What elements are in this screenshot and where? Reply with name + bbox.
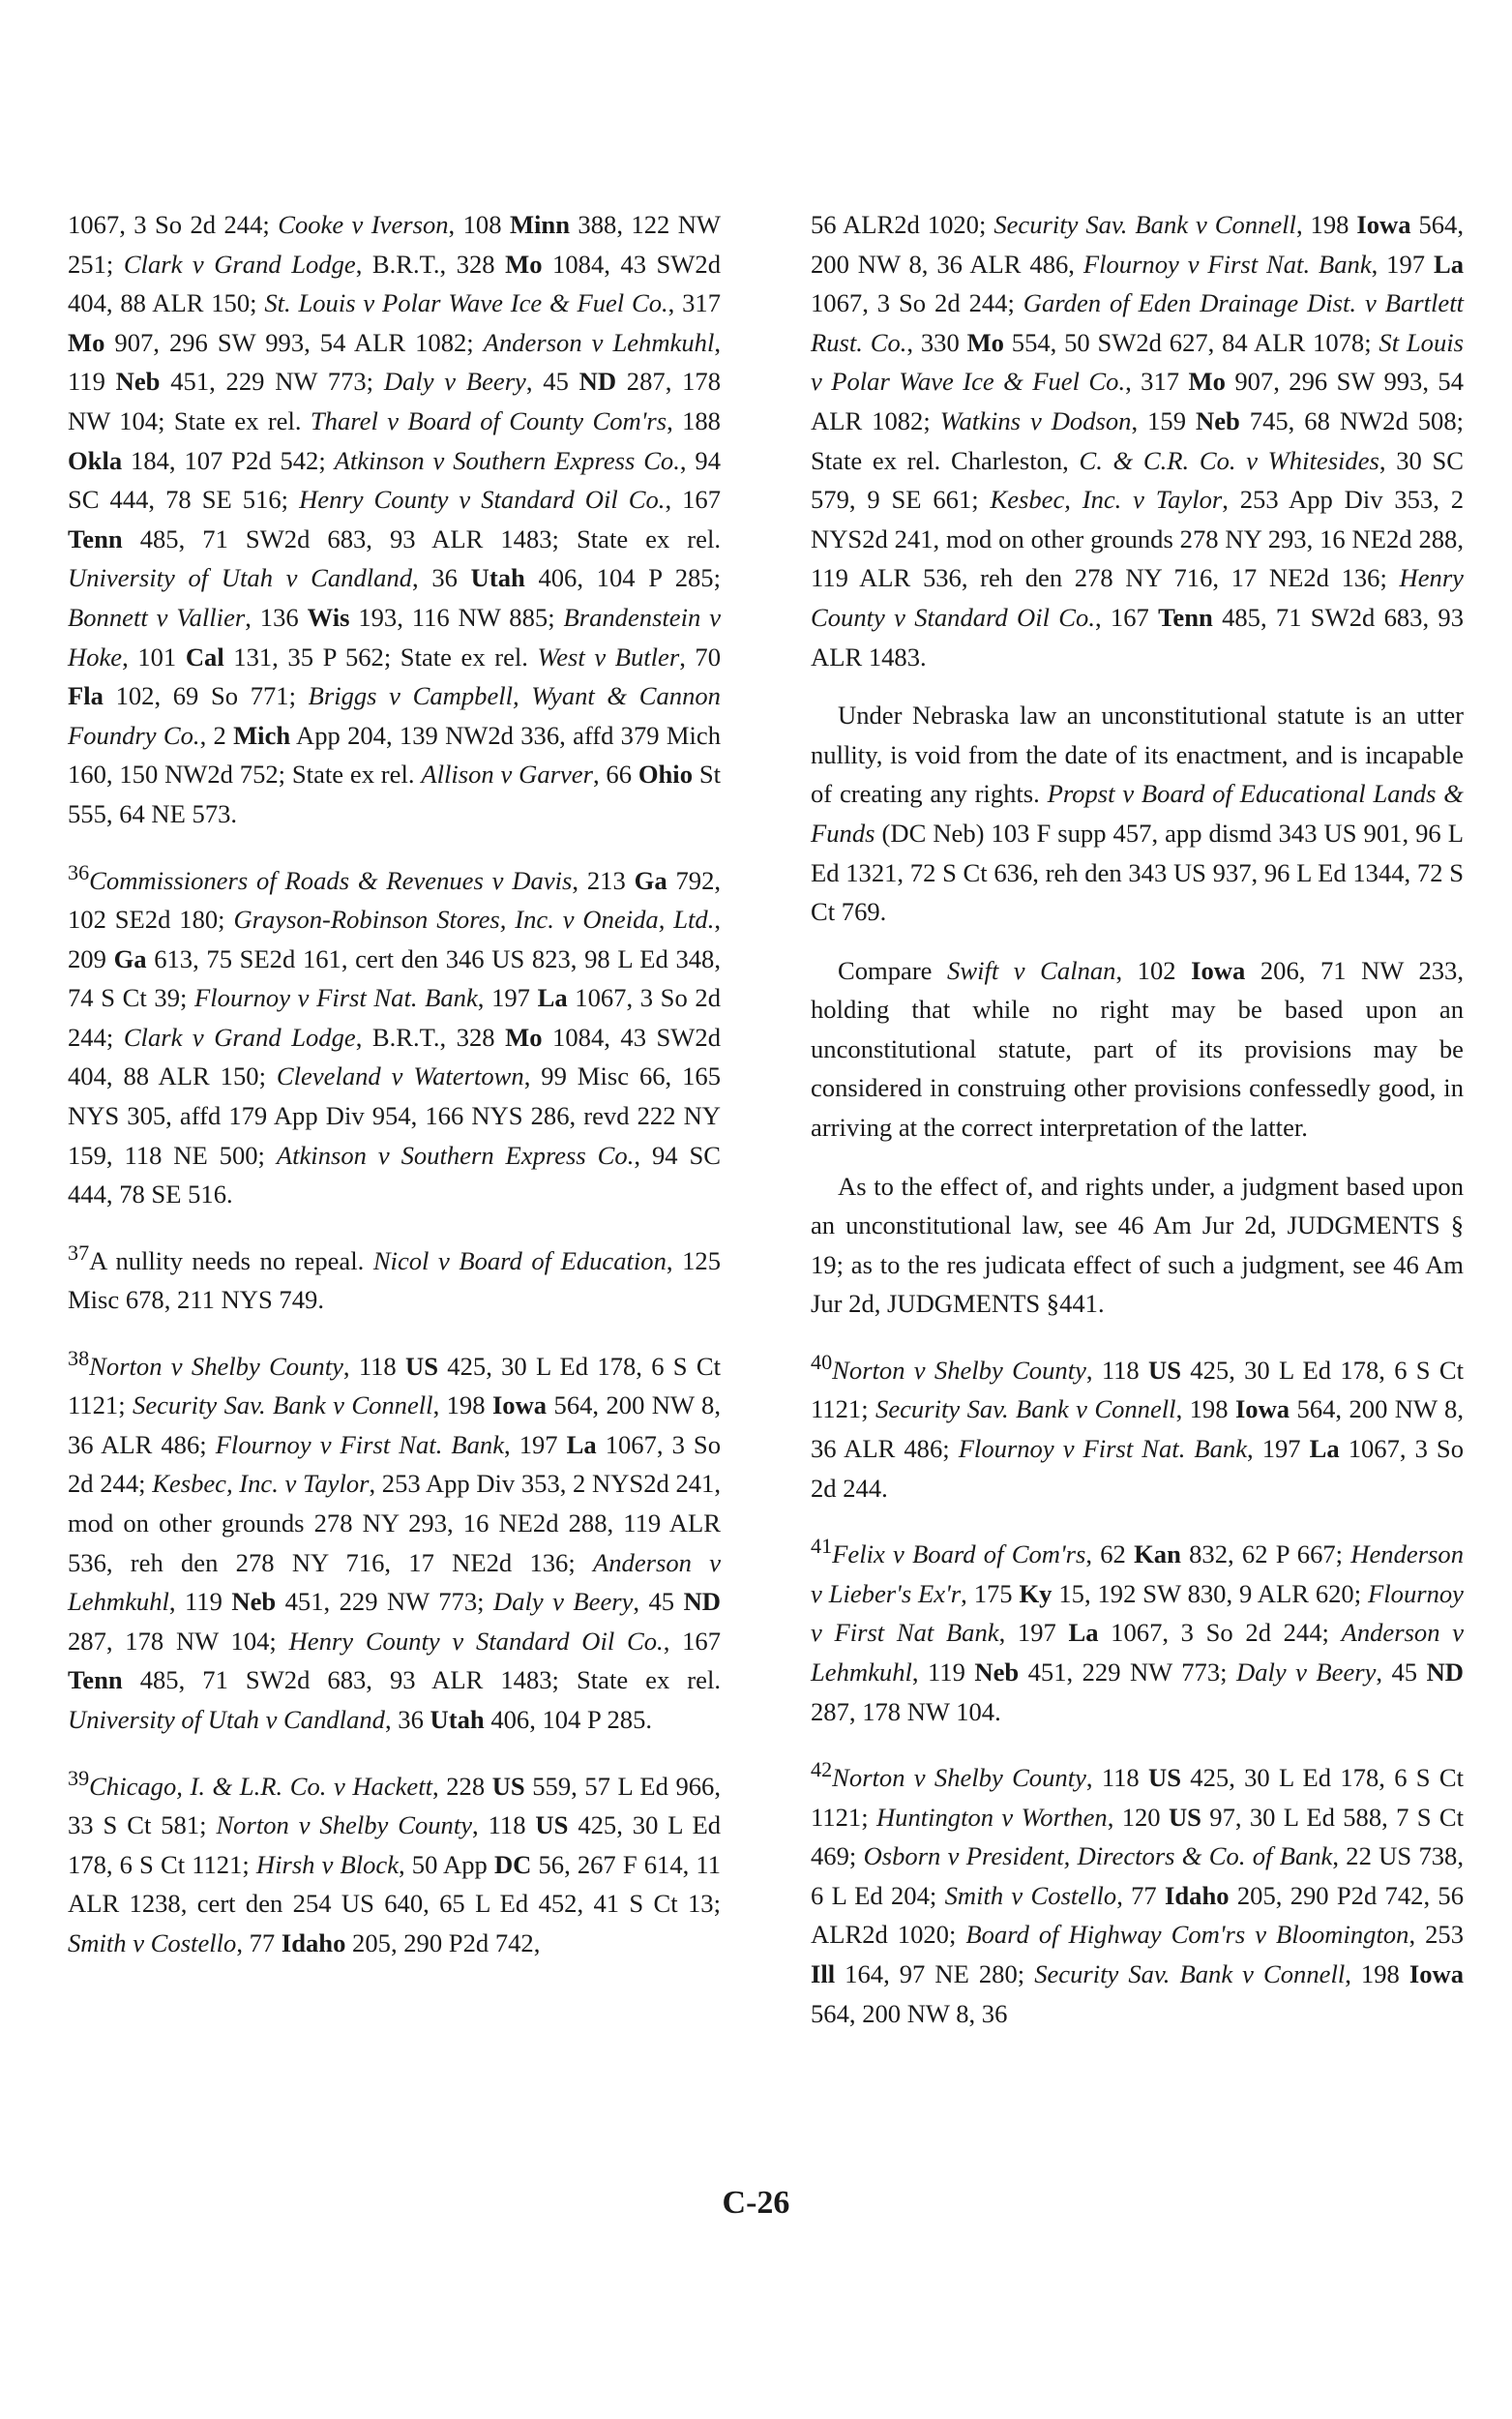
footnote-36: $^{36}$Commissioners of Roads & Revenues v Davis, 213 Ga 792, 102 SE2d 180; Grayson-Robinson Stores, Inc. v Oneida, Ltd., 209 Ga 613, 75 SE2d 161, cert den 346 US 823, 98 L Ed 348, 74 S Ct 39; Flournoy v First Nat. Bank, 197 La 1067, 3 So 2d 244; Clark v Grand Lodge, B.R.T., 328 Mo 1084, 43 SW2d 404, 88 ALR 150; Cleveland v Watertown, 99 Misc 66, 165 NYS 305, affd 179 App Div 954, 166 NYS 286, revd 222 NY 159, 118 NE 500; Atkinson v Southern Express Co., 94 SC 444, 78 SE 516. — [68, 859, 722, 1210]
compare-paragraph: Compare Swift v Calnan, 102 Iowa 206, 71 NW 233, holding that while no right may be based upon an unconstitutional statute, part of its provisions may be considered in construing other provisions confessedly good, in arriving at the correct interpretation of the latter. — [811, 955, 1465, 1143]
footnote-40: $^{40}$Norton v Shelby County, 118 US 425, 30 L Ed 178, 6 S Ct 1121; Security Sav. Bank v Connell, 198 Iowa 564, 200 NW 8, 36 ALR 486; Flournoy v First Nat. Bank, 197 La 1067, 3 So 2d 244. — [811, 1350, 1464, 1503]
footnote-42: $^{42}$Norton v Shelby County, 118 US 425, 30 L Ed 178, 6 S Ct 1121; Huntington v Worthen, 120 US 97, 30 L Ed 588, 7 S Ct 469; Osborn v President, Directors & Co. of Bank, 22 US 738, 6 L Ed 204; Smith v Costello, 77 Idaho 205, 290 P2d 742, 56 ALR2d 1020; Board of Highway Com'rs v Bloomington, 253 Ill 164, 97 NE 280; Security Sav. Bank v Connell, 198 Iowa 564, 200 NW 8, 36 — [811, 1757, 1465, 2028]
footnote-38: $^{38}$Norton v Shelby County, 118 US 425, 30 L Ed 178, 6 S Ct 1121; Security Sav. Bank v Connell, 198 Iowa 564, 200 NW 8, 36 ALR 486; Flournoy v First Nat. Bank, 197 La 1067, 3 So 2d 244; Kesbec, Inc. v Taylor, 253 App Div 353, 2 NYS2d 241, mod on other grounds 278 NY 293, 16 NE2d 288, 119 ALR 536, reh den 278 NY 716, 17 NE2d 136; Anderson v Lehmkuhl, 119 Neb 451, 229 NW 773; Daly v Beery, 45 ND 287, 178 NW 104; Henry County v Standard Oil Co., 167 Tenn 485, 71 SW2d 683, 93 ALR 1483; State ex rel. University of Utah v Candland, 36 Utah 406, 104 P 285. — [68, 1345, 721, 1734]
footnote-37: $^{37}$A nullity needs no repeal. Nicol v Board of Education, 125 Misc 678, 211 NYS 749. — [68, 1239, 721, 1315]
footnote-41: $^{41}$Felix v Board of Com'rs, 62 Kan 832, 62 P 667; Henderson v Lieber's Ex'r, 175 Ky 15, 192 SW 830, 9 ALR 620; Flournoy v First Nat Bank, 197 La 1067, 3 So 2d 244; Anderson v Lehmkuhl, 119 Neb 451, 229 NW 773; Daly v Beery, 45 ND 287, 178 NW 104. — [811, 1534, 1464, 1726]
nebraska-paragraph: Under Nebraska law an unconstitutional statute is an utter nullity, is void from the date of its enactment, and is incapable of creating any rights. Propst v Board of Educational Lands & Funds (DC Neb) 103 F supp 457, app dismd 343 US 901, 96 L Ed 1321, 72 S Ct 636, reh den 343 US 937, 96 L Ed 1344, 72 S Ct 769. — [811, 701, 1464, 927]
page-number: C-26 — [722, 2185, 790, 2221]
right-column — [811, 205, 1464, 2052]
footnote-39-continuation: 56 ALR2d 1020; Security Sav. Bank v Connell, 198 Iowa 564, 200 NW 8, 36 ALR 486, Flournoy v First Nat. Bank, 197 La 1067, 3 So 2d 244; Garden of Eden Drainage Dist. v Bartlett Rust. Co., 330 Mo 554, 50 SW2d 627, 84 ALR 1078; St Louis v Polar Wave Ice & Fuel Co., 317 Mo 907, 296 SW 993, 54 ALR 1082; Watkins v Dodson, 159 Neb 745, 68 NW2d 508; State ex rel. Charleston, C. & C.R. Co. v Whitesides, 30 SC 579, 9 SE 661; Kesbec, Inc. v Taylor, 253 App Div 353, 2 NYS2d 241, mod on other grounds 278 NY 293, 16 NE2d 288, 119 ALR 536, reh den 278 NY 716, 17 NE2d 136; Henry County v Standard Oil Co., 167 Tenn 485, 71 SW2d 683, 93 ALR 1483. — [811, 210, 1465, 672]
footnote-continuation: 1067, 3 So 2d 244; Cooke v Iverson, 108 Minn 388, 122 NW 251; Clark v Grand Lodge, B.R.T., 328 Mo 1084, 43 SW2d 404, 88 ALR 150; St. Louis v Polar Wave Ice & Fuel Co., 317 Mo 907, 296 SW 993, 54 ALR 1082; Anderson v Lehmkuhl, 119 Neb 451, 229 NW 773; Daly v Beery, 45 ND 287, 178 NW 104; State ex rel. Tharel v Board of County Com'rs, 188 Okla 184, 107 P2d 542; Atkinson v Southern Express Co., 94 SC 444, 78 SE 516; Henry County v Standard Oil Co., 167 Tenn 485, 71 SW2d 683, 93 ALR 1483; State ex rel. University of Utah v Candland, 36 Utah 406, 104 P 285; Bonnett v Vallier, 136 Wis 193, 116 NW 885; Brandenstein v Hoke, 101 Cal 131, 35 P 562; State ex rel. West v Butler, 70 Fla 102, 69 So 771; Briggs v Campbell, Wyant & Cannon Foundry Co., 2 Mich App 204, 139 NW2d 336, affd 379 Mich 160, 150 NW2d 752; State ex rel. Allison v Garver, 66 Ohio St 555, 64 NE 573. — [68, 210, 722, 828]
left-column — [68, 205, 721, 1982]
judgment-paragraph: As to the effect of, and rights under, a judgment based upon an unconstitutional law, see 46 Am Jur 2d, JUDGMENTS § 19; as to the res judicata effect of such a judgment, see 46 Am Jur 2d, JUDGMENTS §441. — [811, 1171, 1464, 1319]
footnote-39: $^{39}$Chicago, I. & L.R. Co. v Hackett, 228 US 559, 57 L Ed 966, 33 S Ct 581; Norton v Shelby County, 118 US 425, 30 L Ed 178, 6 S Ct 1121; Hirsh v Block, 50 App DC 56, 267 F 614, 11 ALR 1238, cert den 254 US 640, 65 L Ed 452, 41 S Ct 13; Smith v Costello, 77 Idaho 205, 290 P2d 742, — [68, 1765, 721, 1957]
